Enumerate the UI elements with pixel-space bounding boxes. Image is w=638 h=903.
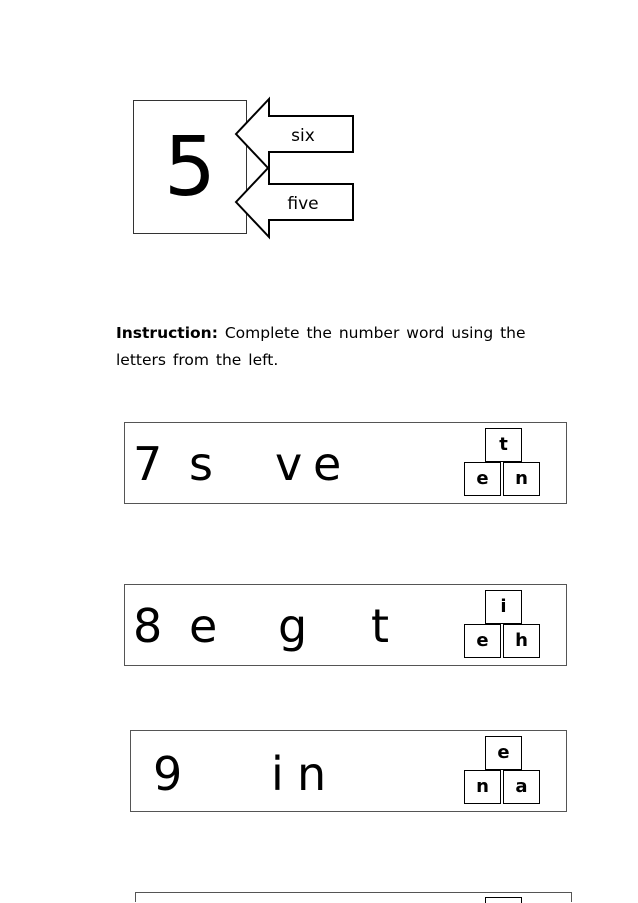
row-digit: 9 [153,747,183,801]
row-letter: n [297,747,327,801]
word-row-1 [124,422,567,504]
letter-tile-right[interactable]: a [503,770,540,804]
row-letter: t [371,599,390,653]
letter-tile-left[interactable]: e [464,624,501,658]
instruction-text [116,320,556,374]
word-row-4-partial [135,892,572,902]
example-digit: 5 [163,120,217,215]
row-letter: v [275,437,303,491]
letter-tile-top[interactable]: t [485,428,522,462]
option-word-top: six [291,126,315,146]
letter-tile-left[interactable]: n [464,770,501,804]
letter-tile-right[interactable]: h [503,624,540,658]
letter-tile-top[interactable]: e [485,736,522,770]
word-row-2 [124,584,567,666]
instruction-label: Instruction: [116,324,218,342]
row-letter: e [189,599,218,653]
row-letter: g [278,599,308,653]
row-digit: 7 [133,437,163,491]
row-letter: i [271,747,284,801]
letter-tile-left[interactable]: e [464,462,501,496]
letter-tile-right[interactable]: n [503,462,540,496]
row-letter: s [189,437,213,491]
row-letter: e [313,437,342,491]
word-row-3 [130,730,567,812]
letter-tile-top[interactable]: i [485,590,522,624]
instruction-body: Complete the number word using the letters from the left. [116,324,526,369]
row-digit: 8 [133,599,163,653]
letter-tile-top[interactable] [485,897,522,903]
option-word-bottom: five [287,194,319,214]
